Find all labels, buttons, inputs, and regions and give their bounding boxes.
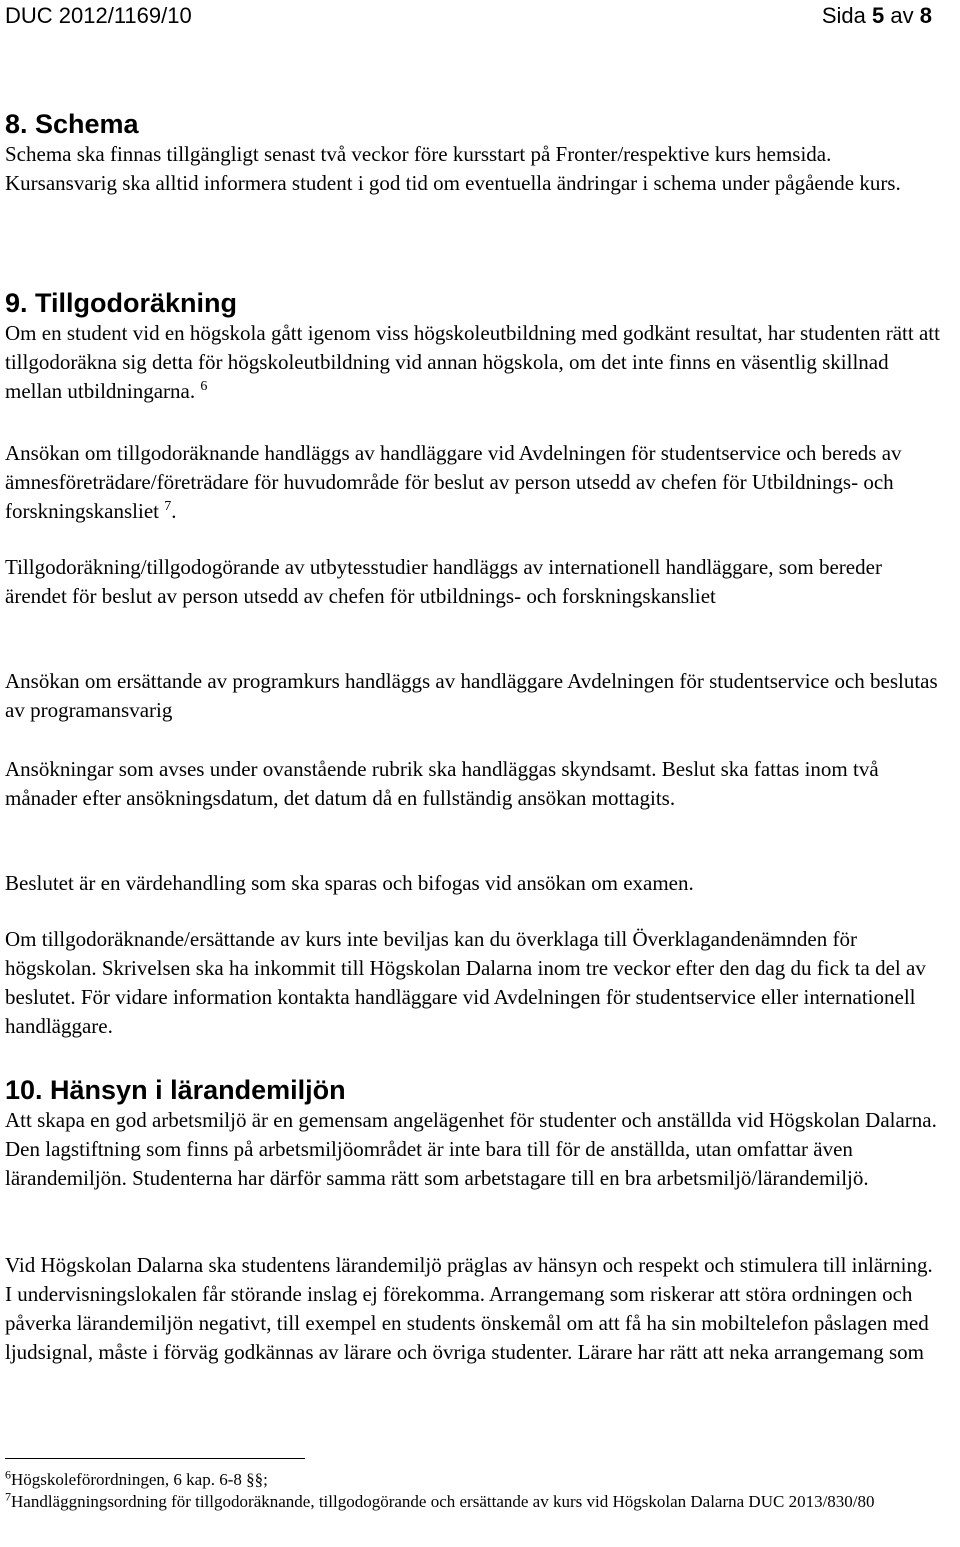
paragraph-block [5, 925, 942, 1041]
paragraph: Beslutet är en värdehandling som ska sparas och bifogas vid ansökan om examen. [5, 871, 694, 895]
paragraph-block [5, 869, 942, 898]
paragraph-block [5, 755, 942, 813]
paragraph: Ansökan om ersättande av programkurs handläggs av handläggare Avdelningen för studentservice och beslutas av programansvarig [5, 669, 938, 722]
paragraph: Om en student vid en högskola gått igenom viss högskoleutbildning med godkänt resultat, har studenten rätt att tillgodoräkna sig detta för högskoleutbildning vid annan högskola, om det inte finns en väsentlig skillnad mellan utbildningarna. $^6$ [5, 321, 940, 403]
section-heading: 8. Schema [5, 109, 139, 139]
document-id: DUC 2012/1169/10 [5, 3, 192, 28]
footnote-ref: 6 [200, 379, 208, 394]
paragraph: Vid Högskolan Dalarna ska studentens lärandemiljö präglas av hänsyn och respekt och stimulera till inlärning. I undervisningslokalen får störande inslag ej förekomma. Arrangemang som riskerar att störa ordningen och påverka lärandemiljön negativt, till exempel en students önskemål om att få ha sin mobiltelefon påslagen med ljudsignal, måste i förväg godkännas av lärare och övriga studenter. Lärare har rätt att neka arrangemang som [5, 1253, 933, 1364]
paragraph: Att skapa en god arbetsmiljö är en gemensam angelägenhet för studenter och anställda vid Högskolan Dalarna. Den lagstiftning som finns på arbetsmiljöområdet är inte bara till för de anställda, utan omfattar även lärandemiljön. Studenterna har därför samma rätt som arbetstagare till en bra arbetsmiljö/lärandemiljö. [5, 1108, 937, 1190]
footnote: $^6$Högskoleförordningen, 6 kap. 6-8 §§; [5, 1467, 268, 1489]
paragraph: Tillgodoräkning/tillgodogörande av utbytesstudier handläggs av internationell handläggare, som bereder ärendet för beslut av person utsedd av chefen för utbildnings- och forskningskansliet [5, 555, 882, 608]
section-heading: 10. Hänsyn i lärandemiljön [5, 1075, 346, 1105]
paragraph: Ansökan om tillgodoräknande handläggs av handläggare vid Avdelningen för studentservice och bereds av ämnesföreträdare/företrädare för huvudområde för beslut av person utsedd av chefen för Utbildnings- och forskningskansliet $^7$. [5, 441, 902, 523]
footnote-ref: 7 [164, 499, 172, 514]
footnote-divider [5, 1458, 305, 1459]
page-number: Sida 5 av 8 [821, 3, 932, 28]
paragraph: Schema ska finnas tillgängligt senast två veckor före kursstart på Fronter/respektive kurs hemsida. Kursansvarig ska alltid informera student i god tid om eventuella ändringar i schema under pågående kurs. [5, 142, 901, 195]
paragraph-block [5, 1251, 942, 1367]
paragraph: Ansökningar som avses under ovanstående rubrik ska handläggas skyndsamt. Beslut ska fattas inom två månader efter ansökningsdatum, det datum då en fullständig ansökan mottagits. [5, 757, 879, 810]
page-header [5, 2, 932, 30]
footnote: $^7$Handläggningsordning för tillgodoräknande, tillgodogörande och ersättande av kurs vid Högskolan Dalarna DUC 2013/830/80 [5, 1489, 875, 1511]
section-hansyn [5, 1074, 942, 1193]
section-tillgodorakning [5, 287, 942, 406]
paragraph-block [5, 553, 942, 611]
paragraph-block [5, 439, 942, 526]
paragraph-block [5, 667, 942, 725]
paragraph: Om tillgodoräknande/ersättande av kurs inte beviljas kan du överklaga till Överklagandenämnden för högskolan. Skrivelsen ska ha inkommit till Högskolan Dalarna inom tre veckor efter den dag du fick ta del av beslutet. För vidare information kontakta handläggare vid Avdelningen för studentservice eller internationell handläggare. [5, 927, 926, 1038]
footnotes [5, 1458, 942, 1513]
section-schema [5, 108, 942, 198]
section-heading: 9. Tillgodoräkning [5, 288, 238, 318]
